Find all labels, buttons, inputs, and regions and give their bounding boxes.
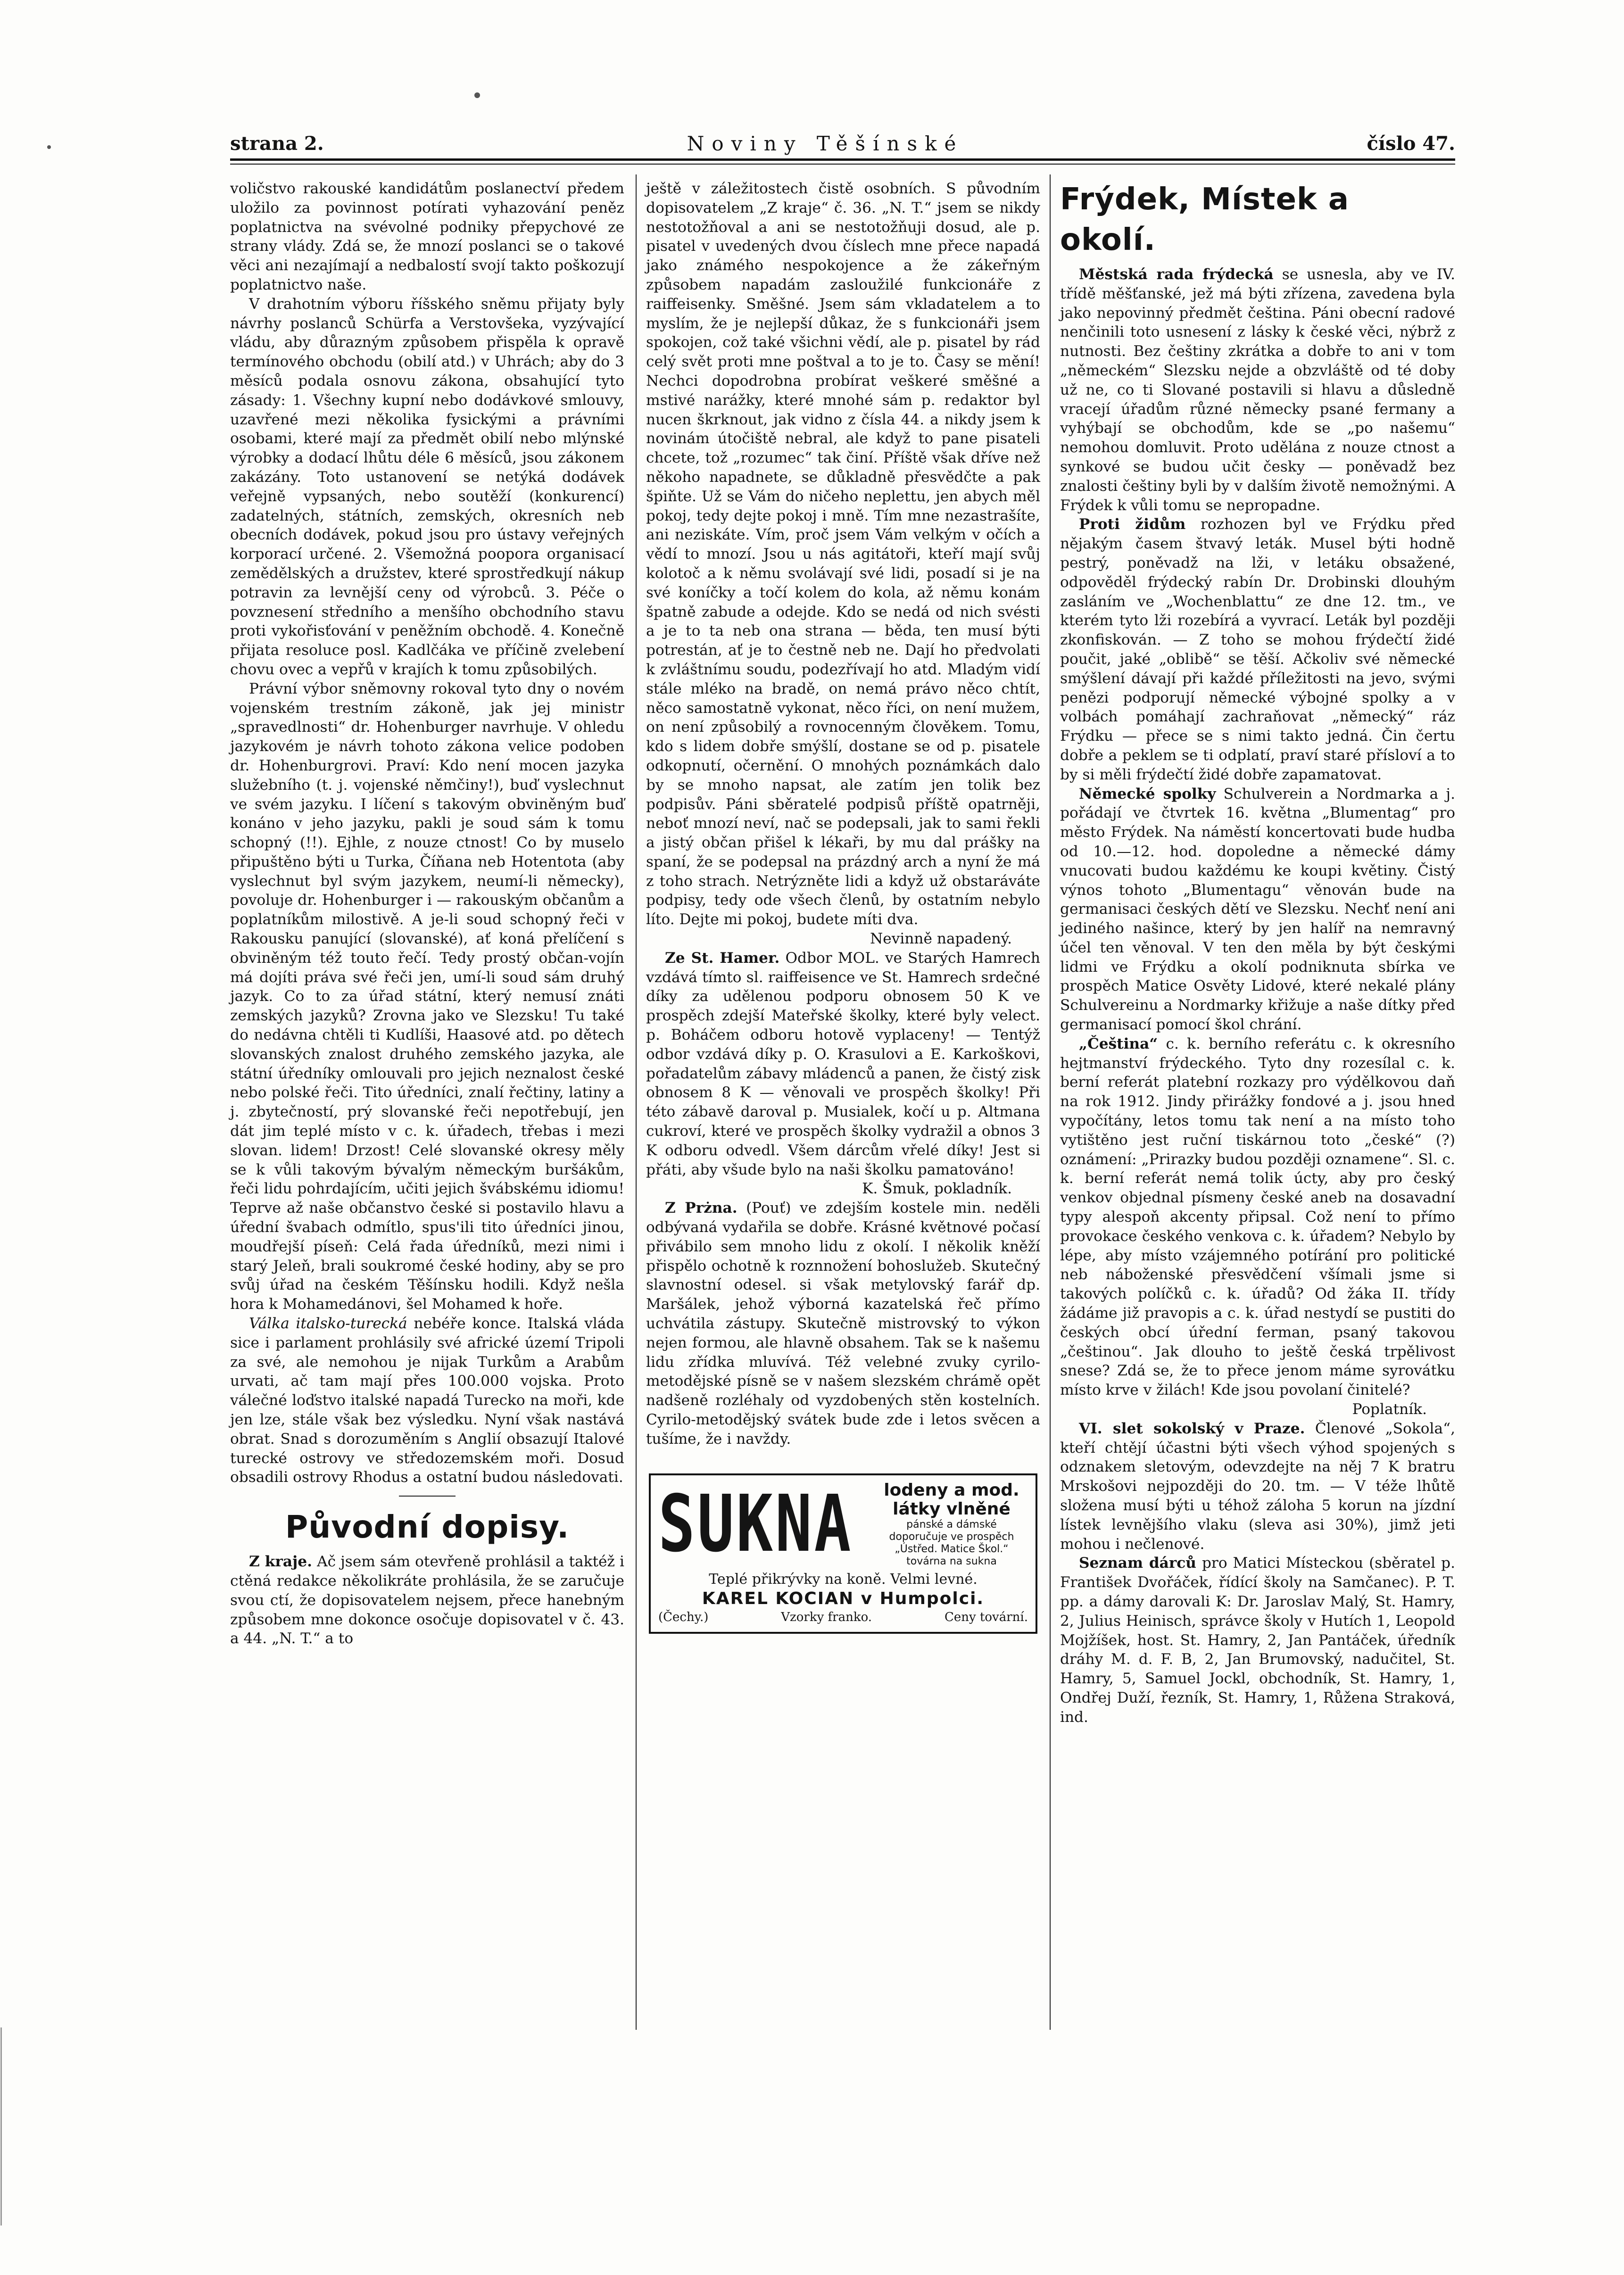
article-text: (Pouť) ve zdejším kostele min. neděli odbývaná vydařila se dobře. Krásné květnové počasí přivábilo sem mnoho lidu z okolí. I několik kněží přispělo ochotně k roznnožení bohoslužeb. Skutečný slavnostní odesel. si však metylovský farář dp. Maršálek, jehož výborná kazatelská řeč přímo uchvátila zástupy. Skutečně mistrovský to výkon nejen formou, ale hlavně obsahem. Tak se k našemu lidu zřídka mluvívá. Též velebné zvuky cyrilo-metodějské písně se v našem slezském chrámě opět nadšeně rozléhaly od vyzdobených stěn kostelních. Cyrilo-metodějský svátek bude zde i letos svěcen a tušíme, že i navždy. <box>646 1200 1040 1448</box>
article-paragraph <box>1060 265 1455 515</box>
ad-company: KAREL KOCIAN v Humpolci. <box>702 1588 985 1608</box>
article-paragraph <box>1060 785 1455 1034</box>
article-paragraph <box>646 949 1040 1180</box>
article-lead: Německé spolky <box>1079 785 1216 802</box>
article-paragraph <box>646 1199 1040 1448</box>
article-paragraph <box>1060 1419 1455 1554</box>
article-paragraph: V drahotním výboru říšského sněmu přijaty byly návrhy poslanců Schürfa a Verstovšeka, vyzývající vládu, aby důrazným způsobem přispěla k opravě termínového obchodu (obilí atd.) v Uhrách; aby do 3 měsíců podala osnovu zákona, obsahující tyto zásady: 1. Všechny kupní nebo dodávkové smlouvy, uzavřené mezi několika fysickými a právními osobami, které mají za předmět obilí nebo mlýnské výrobky a dodací lhůtu déle 6 měsíců, jsou zákonem zakázány. Toto ustanovení se netýká dodávek veřejně vypsaných, nebo soutěží (konkurencí) zadatelných, státních, zemských, okresních neb obecních dodávek, pokud jsou pro ústavy veřejných korporací určené. 2. Všemožná poopora organisací zemědělských a družstev, které sprostředkují nákup potravin za levnější ceny od výrobců. 3. Péče o povznesení středního a menšího obchodního stavu proti vykořisťování v peněžním obchodě. 4. Konečně přijata resoluce posl. Kadlčáka ve příčině zvelebení chovu ovec a vepřů v krajích k tomu způsobilých. <box>230 295 624 678</box>
ad-footer-left: (Čechy.) <box>658 1610 709 1624</box>
scan-speck <box>47 145 51 149</box>
column-divider <box>1050 174 1051 2030</box>
advertisement <box>649 1473 1037 1634</box>
ad-footer-mid: Vzorky franko. <box>781 1610 872 1624</box>
article-signature: Nevinně napadený. <box>870 930 1012 948</box>
header-rule <box>230 158 1455 161</box>
masthead-title: Noviny Těšínské <box>687 132 964 155</box>
article-lead: Ze St. Hamer. <box>665 949 780 967</box>
ad-line: pánské a dámské <box>906 1518 997 1530</box>
article-paragraph: Právní výbor sněmovny rokoval tyto dny o novém vojenském trestním zákoně, jak jej ministr „spravedlnosti“ dr. Hohenburger navrhuje. V ohledu jazykovém je návrh tohoto zákona velice podoben dr. Hohenburgrovi. Praví: Kdo není mocen jazyka služebního (t. j. vojenské němčiny!), buď vyslechnut ve svém jazyku. I líčení s takovým obviněným buď konáno v jeho jazyku, pakli je soud sám k tomu schopný (!!). Ejhle, z nouze ctnost! Co by muselo připuštěno býti u Turka, Číňana neb Hotentota (aby vyslechnut byl svým jazykem, neumí-li německy), povoluje dr. Hohenburger i — rakouským občanům a poplatníkům milostivě. A je-li soud schopný řeči v Rakousku panující (slovanské), ať koná přelíčení s obviněným též touto řečí. Tedy prostý občan-vojín má dojíti práva své řeči jen, umí-li soud sám druhý jazyk. Co to za úřad státní, který nemusí znáti zemských jazyků? Zrovna jako ve Slezsku! Tu také do nedávna chtěli ti Kudlíši, Haasové atd. po dětech slovanských znalost druhého zemského jazyka, ale státní úředníky omlouvali pro jejich neznalost české nebo polské řeči. Tito úředníci, znalí řečtiny, latiny a j. zbytečností, prý slovanské řeči nepotřebují, jen dát jim teplé místo v c. k. úřadech, třebas i mezi slovan. lidem! Drzost! Celé slovanské okresy měly se k vůli takovým bývalým německým buršákům, řeči lidu pohrdajícím, učiti jejich švábskému idiomu! Teprve až naše občanstvo české si postavilo hlavu a úřední švabach odmítlo, spus'ili tito úředníci jinou, moudřejší píseň: Celá řada úředníků, mezi nimi i starý Jeleň, brali soukromé české hodiny, aby se pro svůj úřad na českém Těšínsku hodili. Když nešla hora k Mohamedánovi, šel Mohamed k hoře. <box>230 680 624 1313</box>
article-paragraph <box>1060 1034 1455 1400</box>
article-lead: „Čeština“ <box>1079 1035 1158 1052</box>
article-text: rozhozen byl ve Frýdku před nějakým časem štvavý leták. Musel býti hodně pestrý, poněvadž na lži, v letáku obsažené, odpověděl frýdecký rabín Dr. Drobinski dlouhým zasláním ve „Wochenblattu“ ze dne 12. tm., ve kterém tyto lži rozebírá a vyvrací. Leták byl později zkonfiskován. — Z toho se mohou frýdečtí židé poučit, jaké „oblibě“ se těší. Ačkoliv své německé smýšlení dávají při každé příležitosti na jevo, svými penězi podporují německé výbojné spolky a v volbách pomáhají zachraňovat „německý“ ráz Frýdku — přece se s nimi takto jedná. Čin čertu dobře a peklem se ti odplatí, praví staré přísloví a to by si měli frýdečtí židé dobře zapamatovat. <box>1060 516 1455 783</box>
article-lead: Městská rada frýdecká <box>1079 266 1274 283</box>
article-lead: Z Prżna. <box>665 1200 737 1217</box>
scan-speck <box>474 92 480 98</box>
header-rule-thin <box>230 164 1455 165</box>
section-heading: Frýdek, Místek a okolí. <box>1060 182 1350 257</box>
article-paragraph <box>1060 515 1455 784</box>
column-divider <box>636 174 637 2030</box>
article-text: c. k. berního referátu c. k okresního hejtmanství frýdeckého. Tyto dny rozesílal c. k. berní referát platební rozkazy pro výdělkovou daň na rok 1912. Jindy přirážky fondové a j. jsou hned vypočítány, letos tomu tak není a na místo toho vytištěno jest ruční tiskárnou toto „české“ (?) oznámení: „Prirazky budou později oznamene“. Sl. c. k. berní referát nemá tolik úcty, aby pro český venkov objednal písmeny české aneb na dosavadní typy alespoň akcenty připsal. Což není to přímo provokace českého venkova c. k. úřadem? Nebylo by lépe, aby místo vzájemného potírání pro politické neb náboženské přesvědčení všímali jsme si takových políčků c. k. úřadů? Od žáka II. třídy žádáme již pravopis a c. k. úřad nestydí se pustiti do českých obcí úřední ferman, psaný takovou „češtinou“. Jak dlouho to ještě česká trpělivost snese? Zdá se, že to přece jenom máme syrovátku místo krve v žilách! Kde jsou povolaní činitelé? <box>1060 1035 1455 1399</box>
ad-side-text <box>875 1481 1028 1568</box>
article-signature: Poplatník. <box>1352 1401 1427 1418</box>
article-text: Ač jsem sám otevřeně prohlásil a taktéž i ctěná redakce několikráte prohlásila, že se zaručuje svou ctí, že dopisovatelem nejsem, přece hanebným způsobem mne dokonce osočuje dopisovatel v č. 43. a 44. „N. T.“ a to <box>230 1553 624 1647</box>
ad-footer-right: Ceny tovární. <box>944 1610 1028 1624</box>
column-left <box>230 179 624 1648</box>
ad-headline: SUKNA <box>658 1478 853 1570</box>
page-label: strana 2. <box>230 132 324 155</box>
ad-line: továrna na sukna <box>906 1555 997 1567</box>
article-lead: Z kraje. <box>249 1553 313 1571</box>
article-paragraph <box>1060 1554 1455 1727</box>
article-lead: Seznam dárců <box>1079 1555 1196 1572</box>
section-heading: Původní dopisy. <box>285 1509 570 1546</box>
article-text: pro Matici Místeckou (sběratel p. František Dvořáček, řídící školy na Samčanec). P. T. pp. a dámy darovali K: Dr. Jaroslav Malý, St. Hamry, 2, Julius Heinisch, správce školy v Hutích 1, Leopold Mojžíšek, host. St. Hamry, 2, Jan Pantáček, úředník dráhy M. d. F. B, 2, Jan Brumovský, nadučitel, St. Hamry, 5, Samuel Jockl, obchodník, St. Hamry, 1, Ondřej Duží, řezník, St. Hamry, 1, Růžena Straková, ind. <box>1060 1555 1455 1726</box>
column-right <box>1060 179 1455 1727</box>
article-paragraph <box>230 1552 624 1648</box>
section-rule <box>399 1496 456 1497</box>
ad-top-row <box>658 1478 1028 1570</box>
article-text: se usnesla, aby ve IV. třídě měšťanské, jež má býti zřízena, zavedena byla jako nepovinný předmět čeština. Páni obecní radové nenčinili toto usnesení z lásky k české věci, nýbrž z nutnosti. Bez češtiny zkrátka a dobře to ani v tom „německém“ Slezsku nejde a obzvláště od té doby už ne, co ti Slované postavili si hlavu a důsledně vracejí úřadům různé německy psané fermany a vyhýbají se obchodům, kde se „po našemu“ nemohou domluvit. Proto udělána z nouze ctnost a synkové se budou učit česky — poněvadž bez znalosti češtiny byli by v dalším životě nemožnými. A Frýdek k vůli tomu se nepropadne. <box>1060 266 1455 514</box>
article-lead: VI. slet sokolský v Praze. <box>1079 1420 1305 1437</box>
ad-line: lodeny a mod. látky vlněné <box>884 1480 1019 1519</box>
ad-line: doporučuje ve prospěch „Ústřed. Matice Škol.“ <box>889 1530 1014 1555</box>
article-text: nebéře konce. Italská vláda sice i parlament prohlásily své africké území Tripoli za své, ale nemohou je nijak Turkům a Arabům urvati, ač tam mají přes 100.000 vojska. Proto válečné loďstvo italské napadá Turecko na moři, kde jen lze, stále však bez výsledku. Nyní však nastává obrat. Snad s dorozuměním s Anglií obsazují Italové turecké ostrovy ve středozemském moři. Dosud obsadili ostrovy Rhodus a ostatní budou následovati. <box>230 1315 625 1486</box>
article-paragraph: ještě v záležitostech čistě osobních. S původním dopisovatelem „Z kraje“ č. 36. „N. T.“ jsem se nikdy nestotožňoval a ani se nestotožňuji dosud, ale p. pisatel v uvedených dvou číslech mne přece napadá jako známého nespokojence a že zákeřným způsobem napadám zasloužilé funkcionáře z raiffeisenky. Směšné. Jsem sám vkladatelem a to myslím, že je nejlepší důkaz, že s funkcionáři jsem spokojen, což také všichni vědí, ale p. pisatel by rád celý svět proti mne poštval a to je to. Časy se mění! Nechci dopodrobna probírat veškeré směšné a mstivé narážky, které mnohé sám p. redaktor byl nucen škrknout, jak vidno z čísla 44. a nikdy jsem k novinám útočiště nebral, ale když to pane pisateli chcete, tož „rozumec“ tak činí. Příště však dříve než někoho napadnete, se důkladně přesvědčte a pak špiňte. Už se Vám do ničeho neplettu, jen abych měl pokoj, tedy dejte pokoj i mně. Tím mne nezastrašíte, ani neziskáte. Vím, proč jsem Vám velkým v očích a vědí to mnozí. Jsou u nás agitátoři, kteří mají svůj kolotoč a k němu svolávají své lidi, posadí si je na své koníčky a točí kolem do kola, až němu konám špatně zabude a odejde. Kdo se nedá od nich svésti a je to ta neb ona strana — běda, ten musí býti potrestán, ať je to čestně neb ne. Dají ho předvolati k zvláštnímu soudu, podezřívají ho atd. Mladým vidí stále mléko na bradě, on nemá právo něco chtít, něco samostatně vykonat, něco říci, on není mužem, on není způsobilý a rovnocenným člověkem. Tomu, kdo s lidem dobře smýšlí, dostane se od p. pisatele odkopnutí, očernění. O mnohých poznámkách dalo by se mnoho napsat, ale zatím jen tolik bez podpisův. Páni sběratelé podpisů příště opatrněji, neboť mnozí neví, nač se podepsali, jak to sami řekli a jistý občan přišel k lékaři, by mu dal prášky na spaní, že se podepsal na prázdný arch a nyní že má z toho strach. Netrýzněte lidi a když už obstaráváte podpisy, tedy ode všech členů, by ostatním nebylo líto. Dejte mi pokoj, budete míti dva. <box>646 180 1040 928</box>
issue-label: číslo 47. <box>1367 132 1455 155</box>
article-paragraph: voličstvo rakouské kandidátům poslanectví předem uložilo za povinnost potírati vyhazování peněz poplatnictva na svévolné podniky přepychové ze strany vlády. Zdá se, že mnozí poslanci se o takové věci ani nezajímají a nedbalostí svojí takto poškozují poplatnictvo naše. <box>230 180 624 293</box>
article-paragraph <box>230 1314 624 1487</box>
ad-footer <box>658 1609 1028 1625</box>
article-lead: Válka italsko-turecká <box>249 1315 407 1332</box>
ad-line: Teplé přikrývky na koně. Velmi levné. <box>709 1571 978 1588</box>
article-text: Členové „Sokola“, kteří chtějí účastni býti všech výhod spojených s odznakem sletovým, odevzdejte na něj 7 K bratru Mrskošovi nejpozději do 20. tm. — V téže lhůtě složena musí býti u téhož záloha 5 korun na jízdní lístek levnějšího vlaku (sleva asi 30%), jimž jeti mohou i nečlenové. <box>1060 1420 1455 1553</box>
article-lead: Proti židům <box>1079 516 1186 533</box>
article-text: Odbor MOL. ve Starých Hamrech vzdává tímto sl. raiffeisence ve St. Hamrech srdečné díky za udělenou podporu obnosem 50 K ve prospěch zdejší Mateřské školky, které byly velect. p. Boháčem odboru hotově vyplaceny! — Tentýž odbor vzdává díky p. O. Krasulovi a E. Karkoškovi, pořadatelům zábavy mládenců a panen, že čistý zisk obnosem 8 K — věnovali ve prospěch školky! Při této zábavě daroval p. Musialek, kočí u p. Altmana cukroví, které ve prospěch školky vydražil a obnos 3 K odboru odvedl. Všem dárcům vřelé díky! Jest si přáti, aby všude bylo na naši školku pamatováno! <box>646 949 1040 1178</box>
article-text: Schulverein a Nordmarka a j. pořádají ve čtvrtek 16. května „Blumentag“ pro město Frýdek. Na náměstí koncertovati bude hudba od 10.—12. hod. dopoledne a německé dámy vnucovati budou každému ke koupi květiny. Čistý výnos tohoto „Blumentagu“ věnován bude na germanisaci českých dětí ve Slezsku. Nechť není ani jediného našince, který by jen halíř na nemravný účel ten věnoval. V ten den měla by být českými lidmi ve Frýdku a okolí podniknuta sbírka ve prospěch Matice Osvěty Lidové, které nekalé plány Schulvereinu a Nordmarky křižuje a naše dítky před germanisací pomocí škol chrání. <box>1060 785 1455 1034</box>
page-edge-mark <box>0 2027 2 2225</box>
column-middle <box>646 179 1040 1634</box>
article-signature: K. Šmuk, pokladník. <box>862 1180 1012 1198</box>
